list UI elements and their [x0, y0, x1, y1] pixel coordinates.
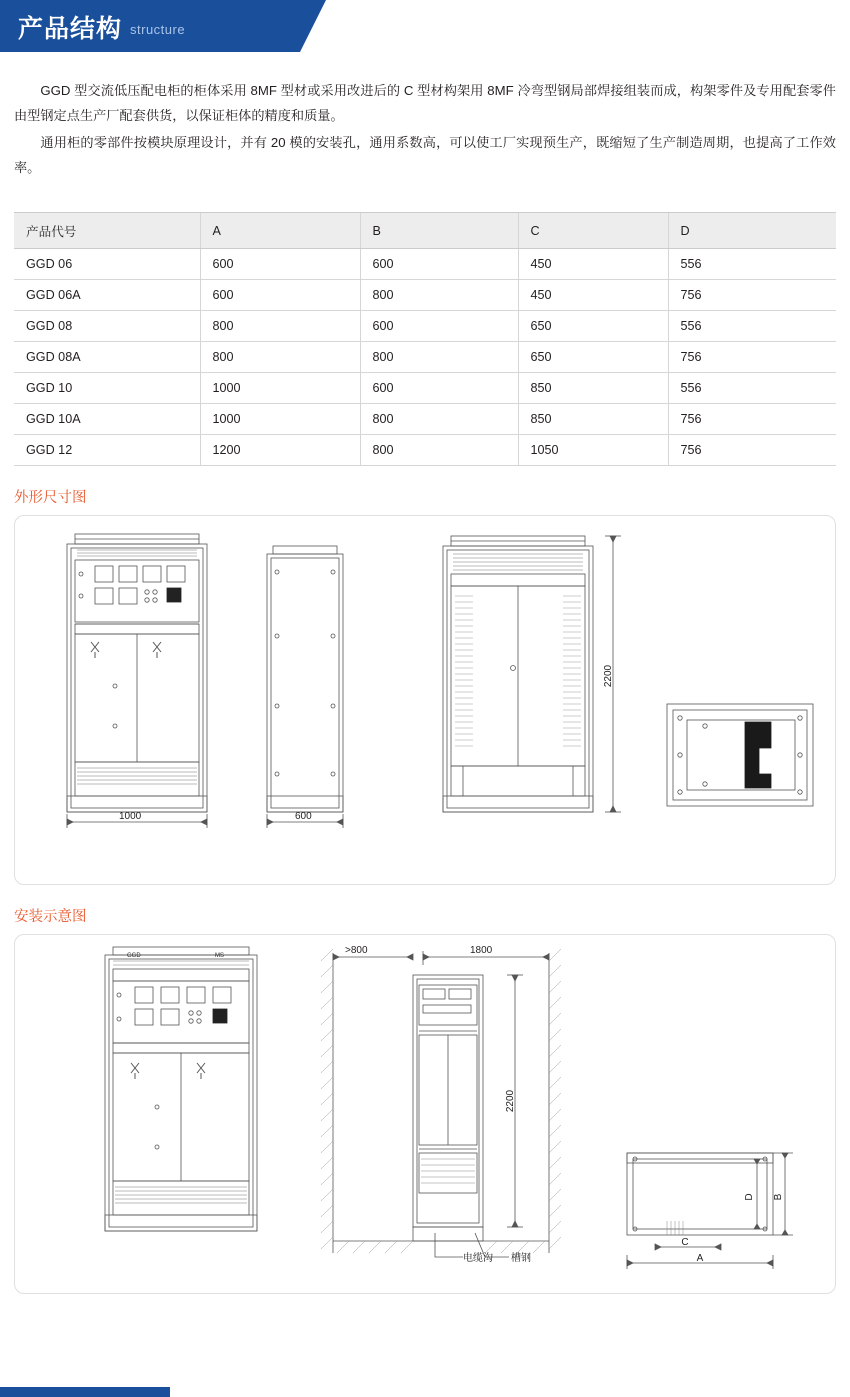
table-cell: GGD 08 — [14, 311, 200, 342]
outline-drawing-svg — [15, 516, 835, 884]
table-cell: 800 — [360, 280, 518, 311]
page-header — [0, 0, 850, 52]
outline-dim-height: 2200 — [603, 664, 614, 688]
table-cell: 756 — [668, 342, 836, 373]
table-cell: 556 — [668, 373, 836, 404]
table-cell: 600 — [200, 249, 360, 280]
table-cell: 800 — [360, 435, 518, 466]
label-channel-steel: 槽钢 — [511, 1253, 531, 1264]
table-cell: GGD 10 — [14, 373, 200, 404]
table-header-cell: C — [518, 213, 668, 249]
intro-section — [0, 78, 850, 180]
table-cell: 800 — [200, 311, 360, 342]
table-cell: 756 — [668, 280, 836, 311]
installation-diagram-panel — [14, 934, 836, 1294]
table-row — [14, 435, 836, 466]
table-cell: 850 — [518, 373, 668, 404]
section-title-installation: 安装示意图 — [14, 909, 87, 925]
table-cell: 600 — [360, 311, 518, 342]
table-cell: GGD 10A — [14, 404, 200, 435]
table-row — [14, 404, 836, 435]
table-cell: 756 — [668, 435, 836, 466]
table-cell: GGD 08A — [14, 342, 200, 373]
table-row — [14, 249, 836, 280]
install-dim-d: D — [744, 1193, 755, 1201]
table-row — [14, 280, 836, 311]
table-cell: 800 — [200, 342, 360, 373]
install-dim-c: C — [681, 1237, 689, 1248]
install-dim-height: 2200 — [505, 1089, 516, 1113]
outline-dim-front-width: 1000 — [119, 811, 142, 822]
table-cell: 650 — [518, 342, 668, 373]
installation-diagram-svg — [15, 935, 835, 1293]
table-cell: 1000 — [200, 404, 360, 435]
install-dim-clearance: >800 — [345, 945, 368, 956]
outline-dim-side-width: 600 — [295, 811, 312, 822]
table-cell: 600 — [360, 249, 518, 280]
table-header-cell: B — [360, 213, 518, 249]
install-dim-depth: 1800 — [470, 945, 493, 956]
table-header-cell: 产品代号 — [14, 213, 200, 249]
table-cell: 1000 — [200, 373, 360, 404]
table-cell: 450 — [518, 280, 668, 311]
table-cell: GGD 06 — [14, 249, 200, 280]
install-dim-b: B — [773, 1193, 784, 1201]
label-cable-trench: 电缆沟 — [463, 1253, 493, 1264]
table-cell: 1200 — [200, 435, 360, 466]
section-title-outline: 外形尺寸图 — [14, 490, 87, 506]
spec-table — [14, 212, 836, 466]
table-row — [14, 342, 836, 373]
table-cell: 600 — [360, 373, 518, 404]
table-cell: 650 — [518, 311, 668, 342]
table-cell: 800 — [360, 404, 518, 435]
panel-tag-left: GGD — [127, 953, 141, 959]
table-cell: 450 — [518, 249, 668, 280]
outline-drawing-panel — [14, 515, 836, 885]
table-cell: 1050 — [518, 435, 668, 466]
table-cell: GGD 12 — [14, 435, 200, 466]
table-cell: 800 — [360, 342, 518, 373]
table-cell: 850 — [518, 404, 668, 435]
table-cell: 556 — [668, 311, 836, 342]
table-row — [14, 311, 836, 342]
panel-tag-right: MS — [215, 953, 224, 959]
table-header-cell: A — [200, 213, 360, 249]
page-subtitle: structure — [130, 22, 186, 37]
install-dim-a: A — [696, 1253, 704, 1264]
footer-blue-bar — [0, 1387, 170, 1397]
table-cell: GGD 06A — [14, 280, 200, 311]
table-cell: 756 — [668, 404, 836, 435]
table-row — [14, 373, 836, 404]
table-header-row — [14, 213, 836, 249]
intro-paragraph-2: 通用柜的零部件按模块原理设计，并有 20 模的安装孔，通用系数高，可以使工厂实现预生产，既缩短了生产制造周期，也提高了工作效率。 — [14, 135, 836, 175]
table-cell: 600 — [200, 280, 360, 311]
page-title: 产品结构 — [18, 15, 123, 43]
table-header-cell: D — [668, 213, 836, 249]
intro-paragraph-1: GGD 型交流低压配电柜的柜体采用 8MF 型材或采用改进后的 C 型材构架用 8MF 冷弯型钢局部焊接组装而成，构架零件及专用配套零件由型钢定点生产厂配套供货，以保证柜体的精度和质量。 — [14, 83, 836, 123]
table-cell: 556 — [668, 249, 836, 280]
